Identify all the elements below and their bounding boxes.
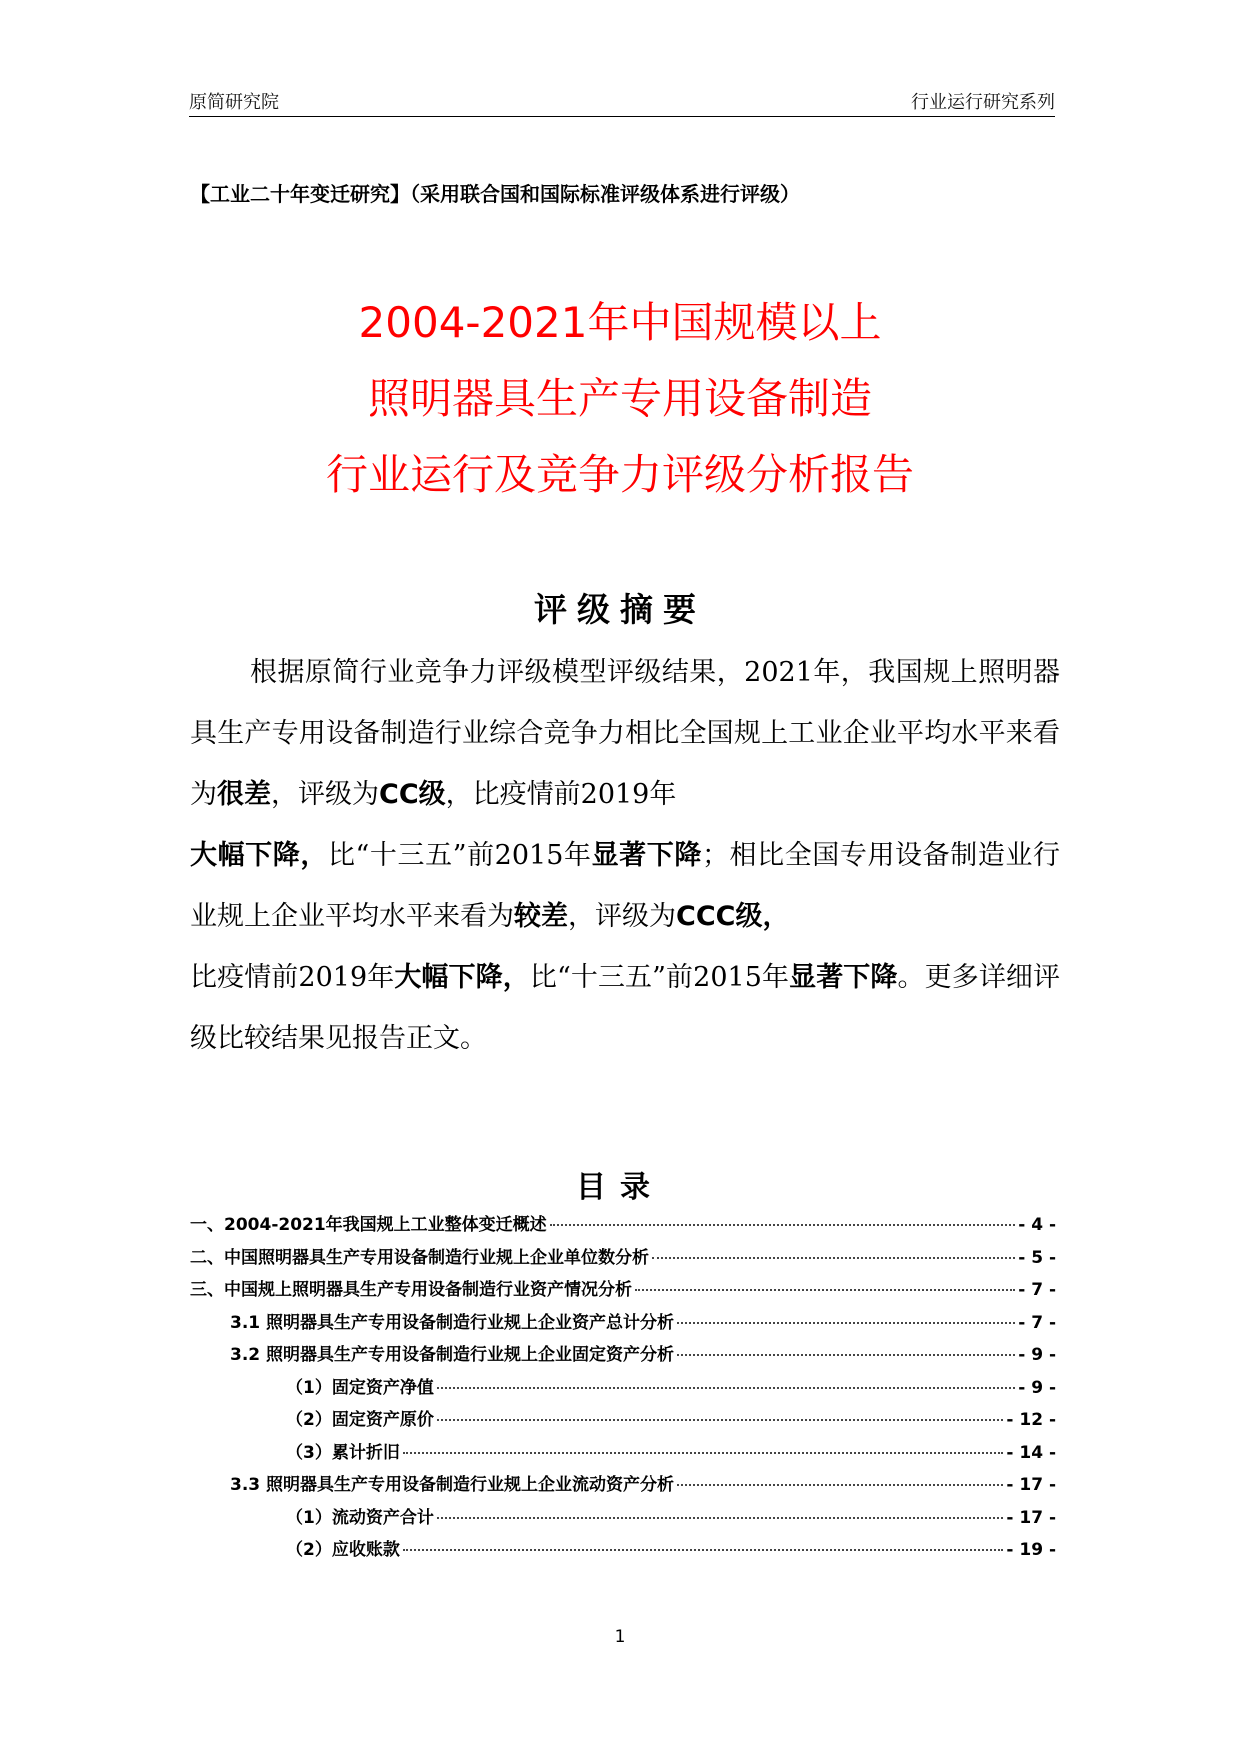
toc-entry-page: - 9 -	[1018, 1377, 1056, 1398]
toc-entry-page: - 17 -	[1006, 1475, 1056, 1495]
page-header	[189, 86, 1055, 117]
summary-emphasis: 大幅下降，	[394, 962, 530, 993]
toc-leader	[652, 1257, 1015, 1259]
toc-entry-title: 3.3 照明器具生产专用设备制造行业规上企业流动资产分析	[230, 1475, 675, 1495]
toc-leader	[437, 1419, 1004, 1421]
toc-leader	[677, 1322, 1015, 1324]
toc-entry-page: - 7 -	[1018, 1280, 1056, 1300]
summary-emphasis: CC级	[379, 779, 446, 810]
toc-entry-title: 三、中国规上照明器具生产专用设备制造行业资产情况分析	[190, 1280, 632, 1300]
summary-text: ，比疫情前2019年	[445, 779, 677, 810]
toc-entry[interactable]	[190, 1470, 1056, 1503]
toc-entry[interactable]	[190, 1210, 1056, 1243]
toc-entry[interactable]	[190, 1503, 1056, 1536]
toc-entry-title: 二、中国照明器具生产专用设备制造行业规上企业单位数分析	[190, 1247, 649, 1268]
toc-leader	[677, 1354, 1015, 1356]
summary-text: 比“十三五”前2015年	[529, 962, 790, 993]
toc-entry[interactable]	[190, 1373, 1056, 1406]
summary-text: 。更多详细评级比较结果见报告正文。	[190, 962, 1061, 1054]
toc-entry-page: - 19 -	[1006, 1540, 1056, 1560]
toc-entry-title: （1）固定资产净值	[286, 1377, 434, 1398]
summary-emphasis: 很差	[217, 779, 271, 810]
summary-emphasis: CCC级，	[676, 901, 790, 932]
table-of-contents	[190, 1210, 1056, 1568]
toc-entry[interactable]	[190, 1405, 1056, 1438]
summary-body	[190, 642, 1060, 1069]
toc-leader	[550, 1224, 1016, 1226]
toc-entry-page: - 12 -	[1006, 1410, 1056, 1430]
title-line-3: 行业运行及竞争力评级分析报告	[325, 450, 914, 499]
toc-entry[interactable]	[190, 1243, 1056, 1276]
toc-entry-title: 3.1 照明器具生产专用设备制造行业规上企业资产总计分析	[230, 1312, 675, 1333]
summary-text: ，评级为	[271, 779, 379, 810]
toc-leader	[403, 1549, 1004, 1551]
toc-entry-title: 3.2 照明器具生产专用设备制造行业规上企业固定资产分析	[230, 1345, 675, 1365]
page-number: 1	[614, 1627, 626, 1647]
toc-entry-page: - 17 -	[1006, 1507, 1056, 1528]
report-title	[140, 285, 1100, 513]
summary-emphasis: 大幅下降，	[190, 840, 328, 871]
title-line-1: 2004-2021年中国规模以上	[358, 298, 882, 347]
toc-entry[interactable]	[190, 1340, 1056, 1373]
toc-entry-title: （1）流动资产合计	[286, 1507, 434, 1528]
toc-entry[interactable]	[190, 1275, 1056, 1308]
header-series: 行业运行研究系列	[911, 92, 1055, 113]
summary-text: 比“十三五”前2015年	[327, 840, 592, 871]
toc-entry[interactable]	[190, 1308, 1056, 1341]
summary-emphasis: 显著下降	[591, 840, 702, 871]
toc-entry-title: 一、2004-2021年我国规上工业整体变迁概述	[190, 1215, 547, 1235]
toc-leader	[403, 1452, 1004, 1454]
summary-text: ，评级为	[568, 901, 676, 932]
summary-text: ；相比全国专用设备制造业行业规上企业平均水平来看为	[190, 840, 1061, 932]
summary-text: 比疫情前2019年	[190, 962, 395, 993]
toc-entry-page: - 5 -	[1018, 1247, 1056, 1268]
toc-entry-title: （2）固定资产原价	[286, 1410, 434, 1430]
series-label: 【工业二十年变迁研究】（采用联合国和国际标准评级体系进行评级）	[190, 182, 800, 206]
title-line-2: 照明器具生产专用设备制造	[367, 374, 872, 423]
toc-entry-page: - 9 -	[1018, 1345, 1056, 1365]
toc-leader	[635, 1289, 1015, 1291]
toc-entry-title: （3）累计折旧	[286, 1442, 400, 1463]
summary-emphasis: 较差	[514, 901, 568, 932]
toc-entry-page: - 14 -	[1006, 1442, 1056, 1463]
toc-entry-title: （2）应收账款	[286, 1540, 400, 1560]
summary-text: 根据原简行业竞争力评级模型评级结果，2021年，我国规上照明器具生产专用设备制造行业综合竞争力相比全国规上工业企业平均水平来看为	[190, 657, 1060, 810]
toc-entry[interactable]	[190, 1535, 1056, 1568]
toc-entry[interactable]	[190, 1438, 1056, 1471]
toc-leader	[437, 1387, 1015, 1389]
summary-heading: 评级摘要	[534, 590, 706, 629]
toc-leader	[437, 1517, 1004, 1519]
header-org: 原简研究院	[189, 92, 279, 113]
toc-entry-page: - 4 -	[1018, 1215, 1056, 1235]
toc-entry-page: - 7 -	[1018, 1312, 1056, 1333]
toc-leader	[677, 1484, 1003, 1486]
summary-emphasis: 显著下降	[789, 962, 898, 993]
summary-paragraph	[190, 642, 1060, 1069]
toc-heading: 目录	[576, 1170, 664, 1205]
